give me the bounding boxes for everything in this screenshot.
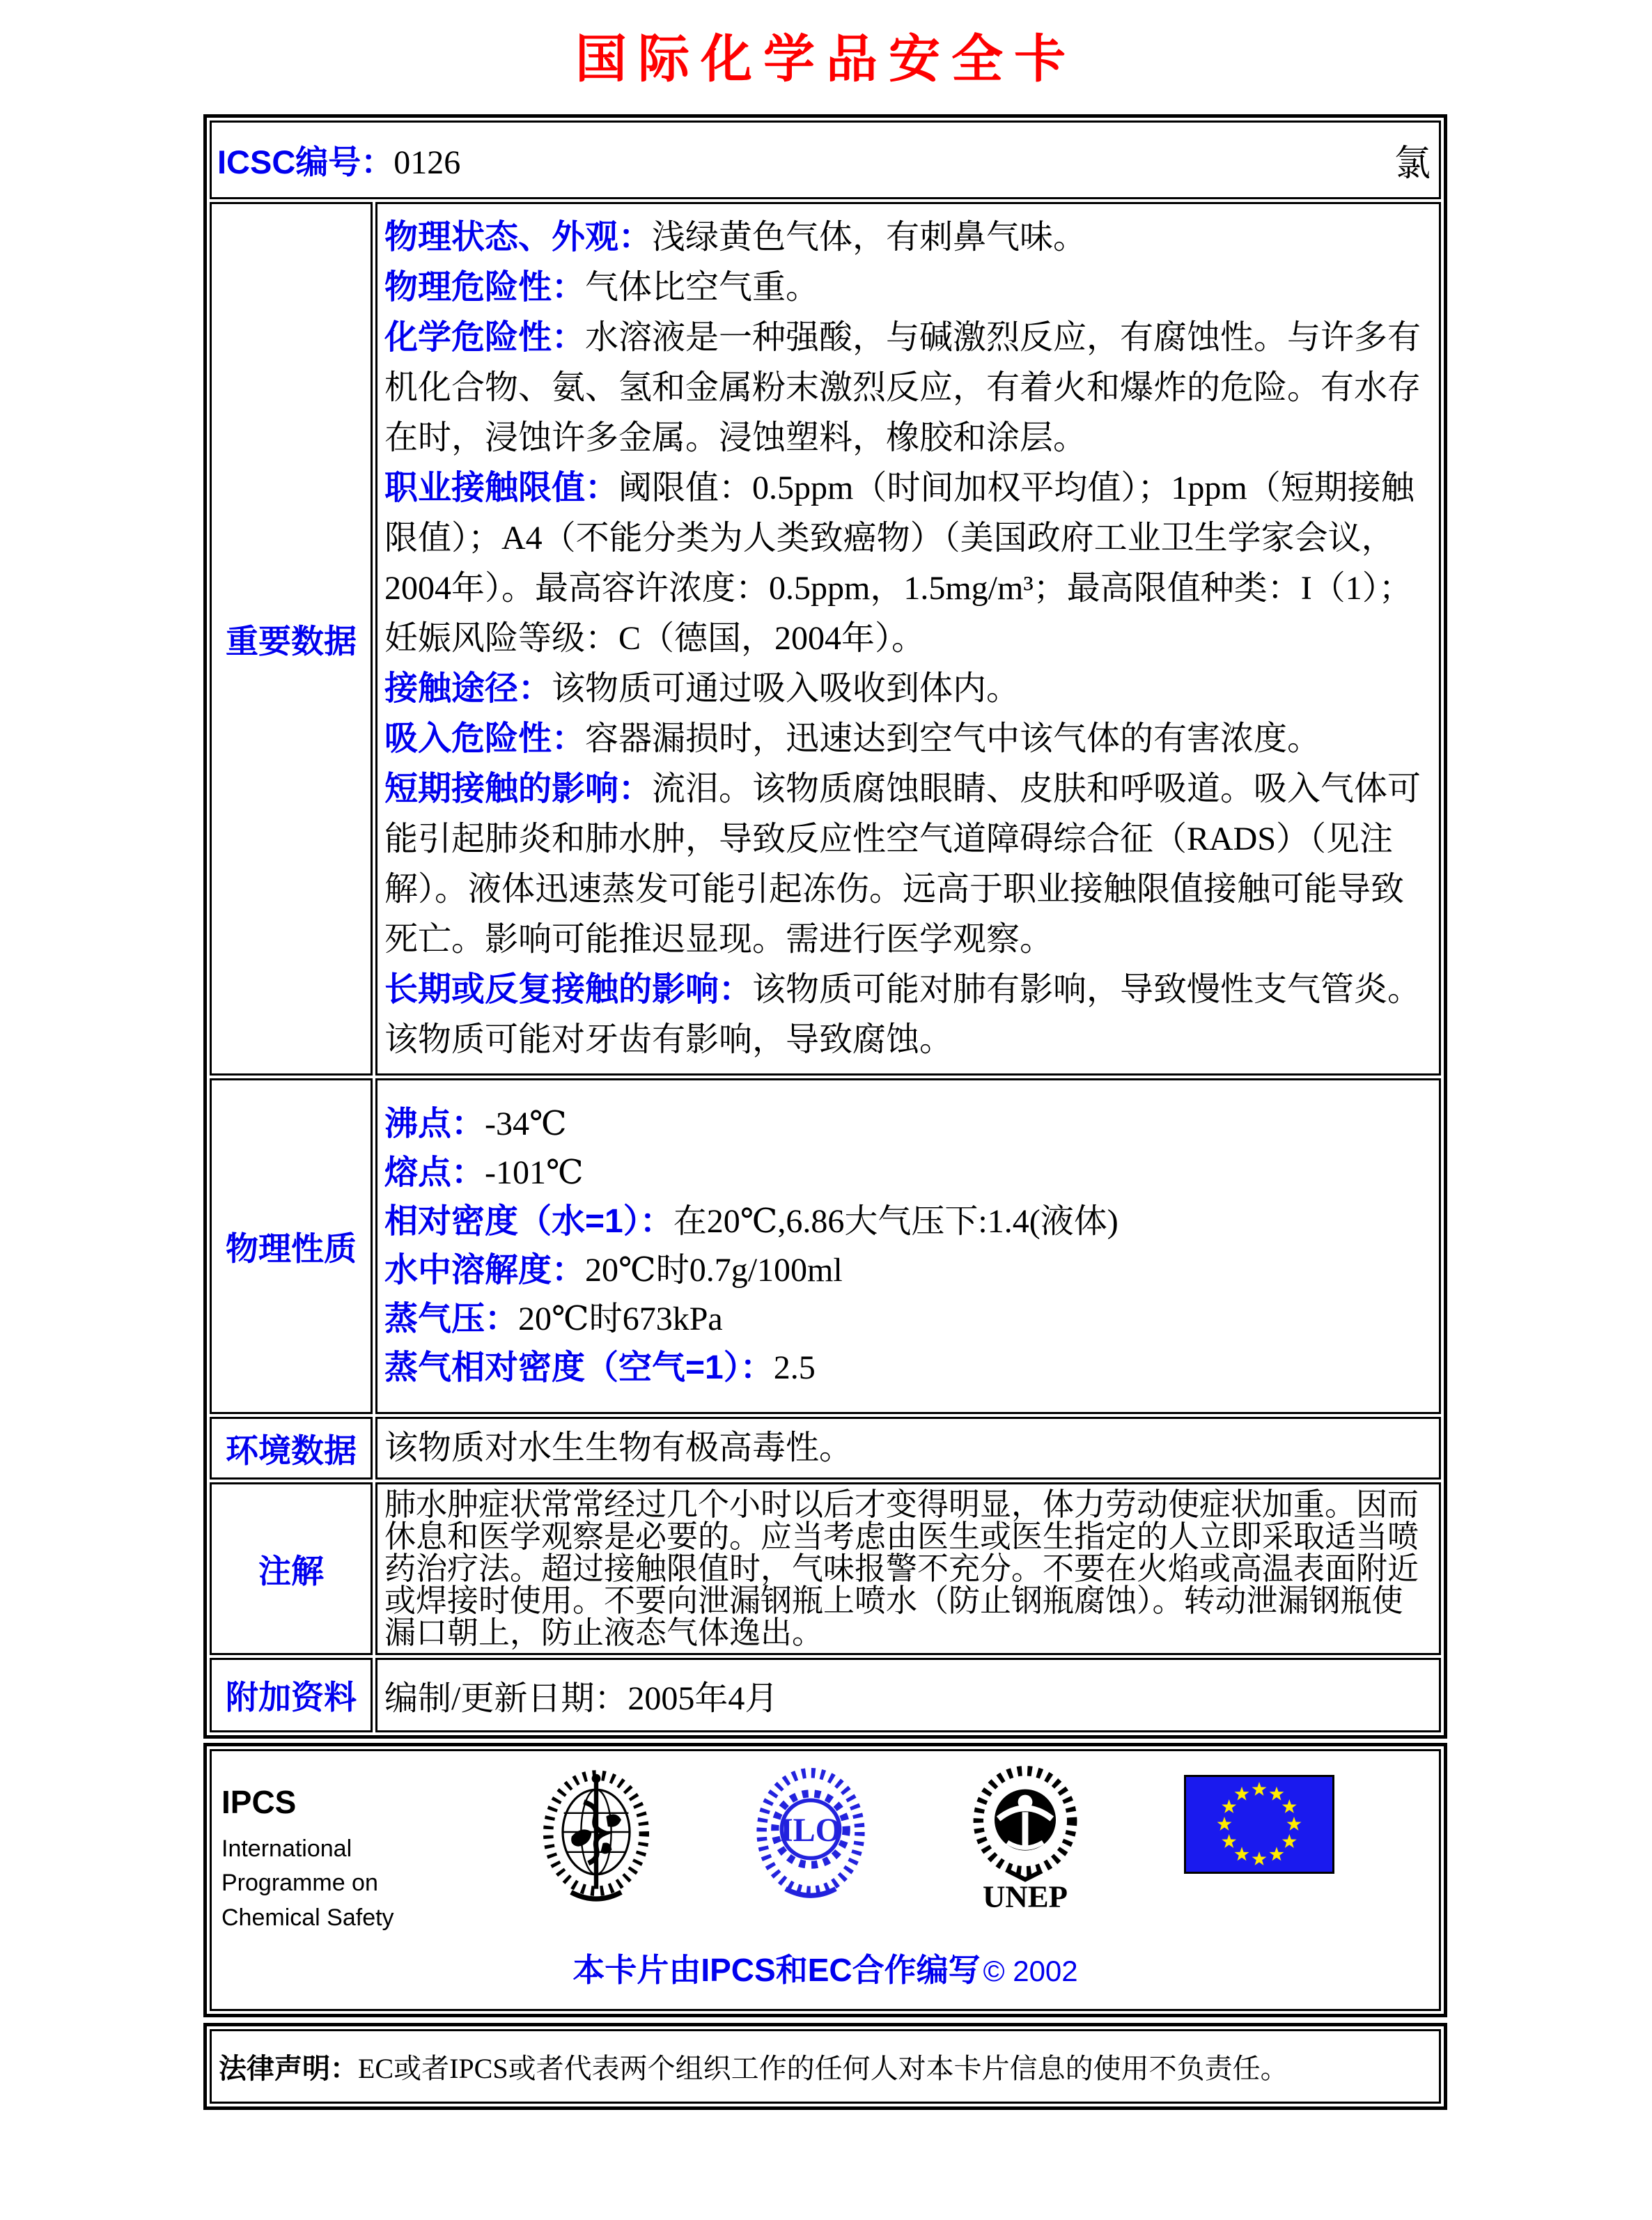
legal-notice-text: EC或者IPCS或者代表两个组织工作的任何人对本卡片信息的使用不负责任。 bbox=[358, 2052, 1288, 2084]
logos-cell bbox=[210, 1749, 1441, 2011]
property-value: 2.5 bbox=[773, 1349, 816, 1386]
important-data-row bbox=[210, 202, 1441, 1076]
data-segment bbox=[384, 263, 1431, 313]
property-label: 相对密度（水=1）： bbox=[384, 1203, 673, 1240]
additional-info-content: 编制/更新日期：2005年4月 bbox=[375, 1658, 1441, 1732]
property-label: 水中溶解度： bbox=[384, 1252, 586, 1289]
data-segment bbox=[384, 714, 1431, 764]
ipcs-line: Programme on bbox=[221, 1870, 378, 1897]
cooperation-caption bbox=[212, 1945, 1439, 1991]
ipcs-text-block bbox=[221, 1783, 437, 1935]
segment-label: 职业接触限值： bbox=[384, 469, 619, 506]
property-label: 蒸气压： bbox=[384, 1301, 519, 1337]
data-segment bbox=[384, 463, 1431, 664]
property-value: 20℃时0.7g/100ml bbox=[585, 1252, 843, 1289]
physical-properties-content bbox=[375, 1078, 1441, 1414]
notes-row bbox=[210, 1482, 1441, 1655]
who-logo-icon bbox=[540, 1765, 652, 1904]
unep-logo-icon bbox=[969, 1765, 1081, 1911]
important-data-content bbox=[375, 202, 1441, 1076]
property-value: -101℃ bbox=[485, 1154, 584, 1191]
header-cell bbox=[210, 121, 1441, 199]
ilo-logo-text: ILO bbox=[779, 1811, 842, 1849]
notes-content: 肺水肿症状常常经过几个小时以后才变得明显，体力劳动使症状加重。因而休息和医学观察是必要的。应当考虑由医生或医生指定的人立即采取适当喷药治疗法。超过接触限值时，气味报警不充分。不要在火焰或高温表面附近或焊接时使用。不要向泄漏钢瓶上喷水（防止钢瓶腐蚀）。转动泄漏钢瓶使漏口朝上，防止液态气体逸出。 bbox=[375, 1482, 1441, 1655]
segment-text: 该物质可通过吸入吸收到体内。 bbox=[552, 670, 1020, 707]
eu-flag-icon bbox=[1184, 1775, 1334, 1874]
legal-cell bbox=[210, 2029, 1441, 2104]
logos-box bbox=[203, 1743, 1447, 2017]
physical-properties-row bbox=[210, 1078, 1441, 1414]
property-line bbox=[384, 1246, 1431, 1295]
segment-label: 长期或反复接触的影响： bbox=[384, 971, 753, 1008]
property-line bbox=[384, 1344, 1431, 1392]
data-segment bbox=[384, 965, 1431, 1065]
eu-flag-wrap bbox=[1184, 1775, 1334, 1877]
legal-box bbox=[203, 2023, 1447, 2110]
segment-text: 容器漏损时，迅速达到空气中该气体的有害浓度。 bbox=[585, 720, 1321, 757]
section-label-important-data: 重要数据 bbox=[210, 202, 373, 1076]
segment-text: 水溶液是一种强酸，与碱激烈反应，有腐蚀性。与许多有机化合物、氨、氢和金属粉末激烈反应，有着火和爆炸的危险。有水存在时，浸蚀许多金属。浸蚀塑料，橡胶和涂层。 bbox=[384, 319, 1421, 456]
property-line bbox=[384, 1149, 1431, 1197]
copyright-text: © 2002 bbox=[983, 1954, 1078, 1987]
property-value: 在20℃,6.86大气压下:1.4(液体) bbox=[673, 1203, 1119, 1240]
section-label-additional-info: 附加资料 bbox=[210, 1658, 373, 1732]
ipcs-line: Chemical Safety bbox=[221, 1904, 394, 1931]
segment-label: 接触途径： bbox=[384, 670, 552, 707]
unep-logo-text: UNEP bbox=[983, 1879, 1068, 1911]
data-segment bbox=[384, 664, 1431, 714]
property-line bbox=[384, 1295, 1431, 1344]
property-line bbox=[384, 1197, 1431, 1246]
section-label-environmental-data: 环境数据 bbox=[210, 1417, 373, 1480]
data-segment bbox=[384, 313, 1431, 463]
property-label: 蒸气相对密度（空气=1）： bbox=[384, 1349, 774, 1386]
property-label: 熔点： bbox=[384, 1154, 485, 1191]
chemical-name: 氯 bbox=[1394, 144, 1431, 184]
data-segment bbox=[384, 212, 1431, 263]
segment-label: 化学危险性： bbox=[384, 319, 586, 356]
caption-text: 本卡片由IPCS和EC合作编写 bbox=[572, 1951, 981, 1988]
segment-label: 物理状态、外观： bbox=[384, 219, 653, 256]
segment-label: 物理危险性： bbox=[384, 269, 586, 306]
property-line bbox=[384, 1100, 1431, 1149]
section-label-physical-properties: 物理性质 bbox=[210, 1078, 373, 1414]
icsc-number-value: 0126 bbox=[393, 144, 461, 181]
segment-text: 气体比空气重。 bbox=[585, 269, 820, 306]
property-label: 沸点： bbox=[384, 1105, 485, 1142]
ipcs-name: IPCS bbox=[221, 1784, 297, 1820]
property-value: -34℃ bbox=[485, 1105, 567, 1142]
environmental-data-row bbox=[210, 1417, 1441, 1480]
section-label-notes: 注解 bbox=[210, 1482, 373, 1655]
segment-text: 浅绿黄色气体，有刺鼻气味。 bbox=[652, 219, 1087, 256]
environmental-data-content: 该物质对水生生物有极高毒性。 bbox=[375, 1417, 1441, 1480]
additional-info-row bbox=[210, 1658, 1441, 1732]
segment-text: 流泪。该物质腐蚀眼睛、皮肤和呼吸道。吸入气体可能引起肺炎和肺水肿，导致反应性空气道障碍综合征（RADS）（见注解）。液体迅速蒸发可能引起冻伤。远高于职业接触限值接触可能导致死亡。影响可能推迟显现。需进行医学观察。 bbox=[384, 770, 1421, 958]
header-row bbox=[210, 121, 1441, 199]
segment-label: 吸入危险性： bbox=[384, 720, 586, 757]
icsc-number-label: ICSC编号： bbox=[217, 143, 394, 180]
page-title: 国际化学品安全卡 bbox=[575, 30, 1077, 88]
icsc-number-group bbox=[217, 137, 460, 183]
main-table bbox=[203, 114, 1447, 1739]
ipcs-line: International bbox=[221, 1835, 352, 1862]
segment-text: 该物质可能对肺有影响，导致慢性支气管炎。该物质可能对牙齿有影响，导致腐蚀。 bbox=[384, 971, 1421, 1058]
logos-row bbox=[212, 1751, 1439, 1935]
segment-text: 阈限值：0.5ppm（时间加权平均值）；1ppm（短期接触限值）；A4（不能分类为人类致癌物）（美国政府工业卫生学家会议，2004年）。最高容许浓度：0.5ppm，1.5mg/m³；最高限值种类：I（1）；妊娠风险等级：C（德国，2004年）。 bbox=[384, 469, 1415, 657]
legal-notice-label: 法律声明： bbox=[219, 2053, 358, 2084]
data-segment bbox=[384, 764, 1431, 965]
property-value: 20℃时673kPa bbox=[518, 1301, 723, 1337]
ilo-logo-icon bbox=[755, 1765, 866, 1904]
segment-label: 短期接触的影响： bbox=[384, 770, 653, 807]
